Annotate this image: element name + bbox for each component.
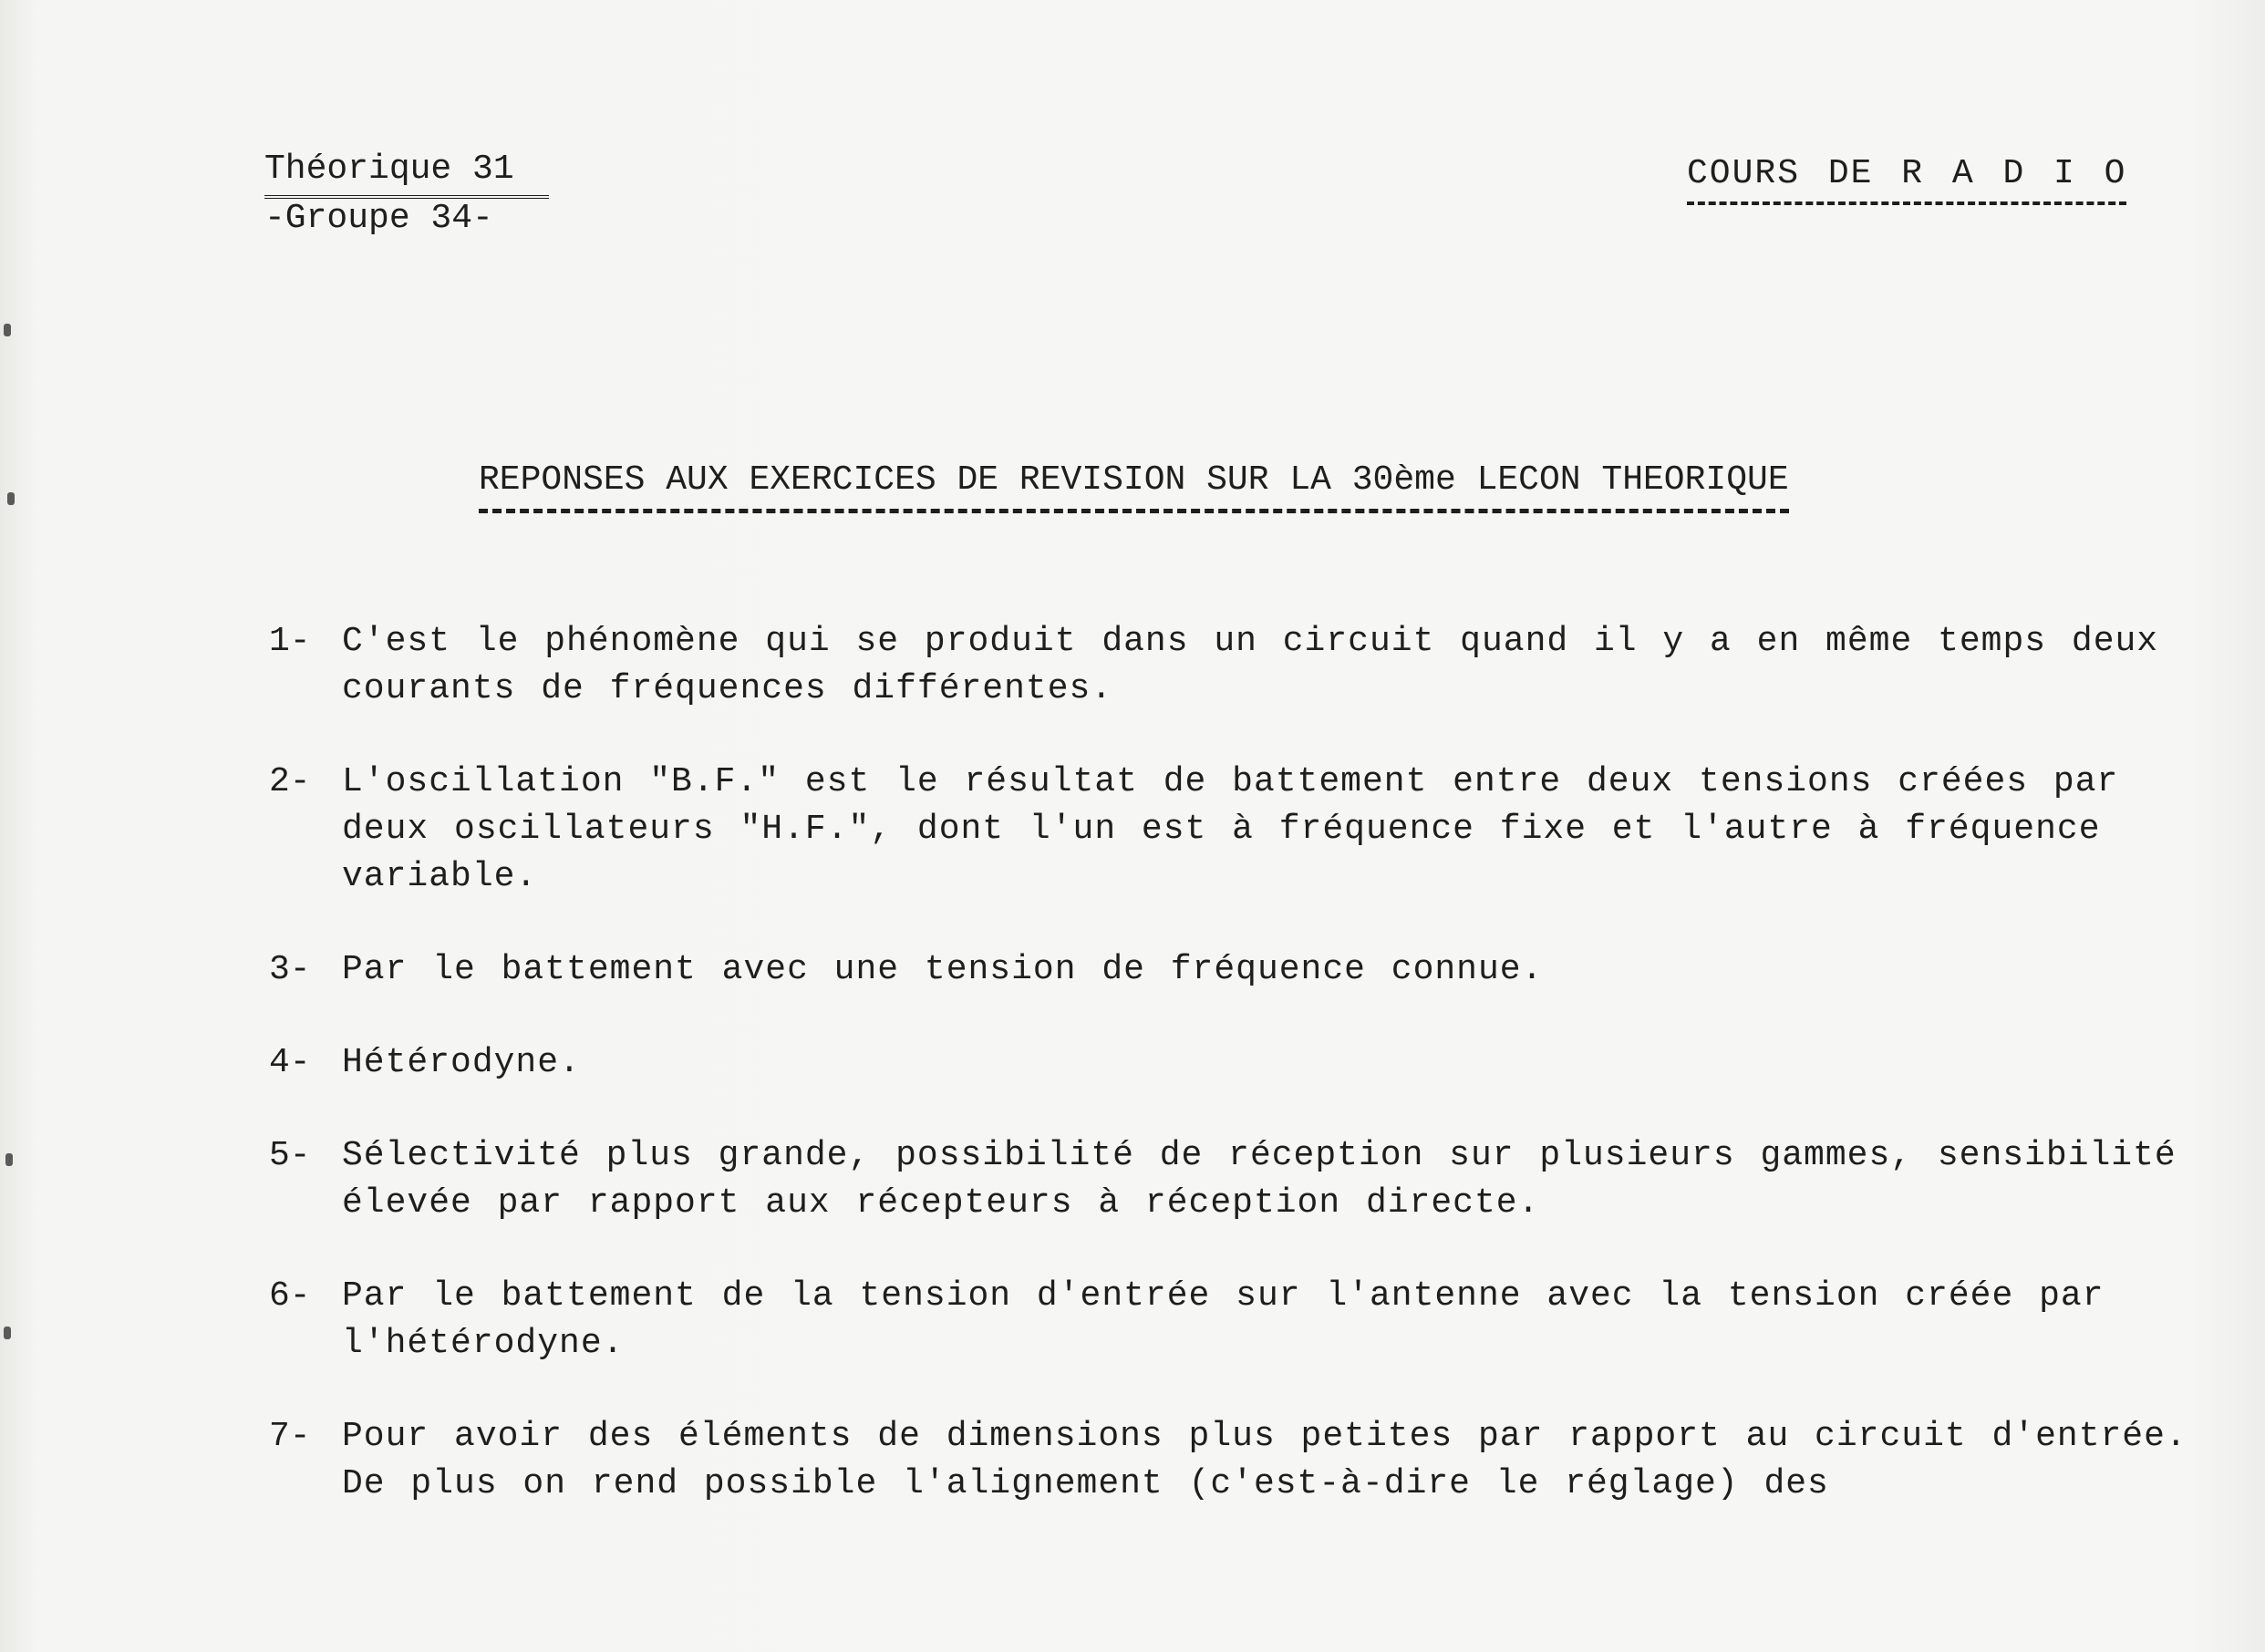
answer-item bbox=[269, 618, 2202, 713]
answer-item bbox=[269, 1273, 2202, 1368]
answer-number: 5- bbox=[269, 1136, 311, 1175]
answer-text: Hétérodyne. bbox=[342, 1043, 581, 1082]
answer-number: 4- bbox=[269, 1043, 311, 1082]
answer-number: 1- bbox=[269, 622, 311, 661]
answer-number: 2- bbox=[269, 762, 311, 801]
answer-item bbox=[269, 1413, 2202, 1508]
page-title bbox=[479, 456, 1789, 513]
course-title bbox=[1687, 150, 2126, 205]
binder-mark bbox=[5, 1153, 13, 1166]
answer-text: L'oscillation "B.F." est le résultat de battement entre deux tensions créées par deux oscillateurs "H.F.", dont l'un est à fréquence fixe et l'autre à fréquence variable. bbox=[342, 762, 2119, 896]
answer-number: 3- bbox=[269, 950, 311, 989]
answer-item bbox=[269, 946, 2202, 994]
answer-item bbox=[269, 759, 2202, 901]
binder-mark bbox=[4, 1327, 11, 1339]
answer-text: Sélectivité plus grande, possibilité de réception sur plusieurs gammes, sensibilité élevée par rapport aux récepteurs à réception directe. bbox=[342, 1136, 2177, 1223]
group-number: -Groupe 34- bbox=[264, 199, 493, 238]
course-reference bbox=[264, 146, 549, 243]
page-title-text: REPONSES AUX EXERCICES DE REVISION SUR LA 30ème LECON THEORIQUE bbox=[479, 456, 1789, 513]
answer-text: Par le battement de la tension d'entrée sur l'antenne avec la tension créée par l'hétérodyne. bbox=[342, 1276, 2105, 1363]
answers-list bbox=[269, 618, 2202, 1554]
binder-mark bbox=[7, 492, 15, 505]
theory-number: Théorique 31 bbox=[264, 146, 549, 199]
answer-number: 6- bbox=[269, 1276, 311, 1316]
answer-number: 7- bbox=[269, 1417, 311, 1456]
answer-text: Pour avoir des éléments de dimensions plus petites par rapport au circuit d'entrée. De plus on rend possible l'alignement (c'est-à-dire le réglage) des bbox=[342, 1417, 2187, 1503]
answer-text: Par le battement avec une tension de fréquence connue. bbox=[342, 950, 1544, 989]
answer-text: C'est le phénomène qui se produit dans un circuit quand il y a en même temps deux courants de fréquences différentes. bbox=[342, 622, 2159, 708]
binder-mark bbox=[4, 324, 11, 336]
answer-item bbox=[269, 1132, 2202, 1227]
answer-item bbox=[269, 1039, 2202, 1087]
course-name: COURS DE R A D I O bbox=[1687, 150, 2126, 205]
